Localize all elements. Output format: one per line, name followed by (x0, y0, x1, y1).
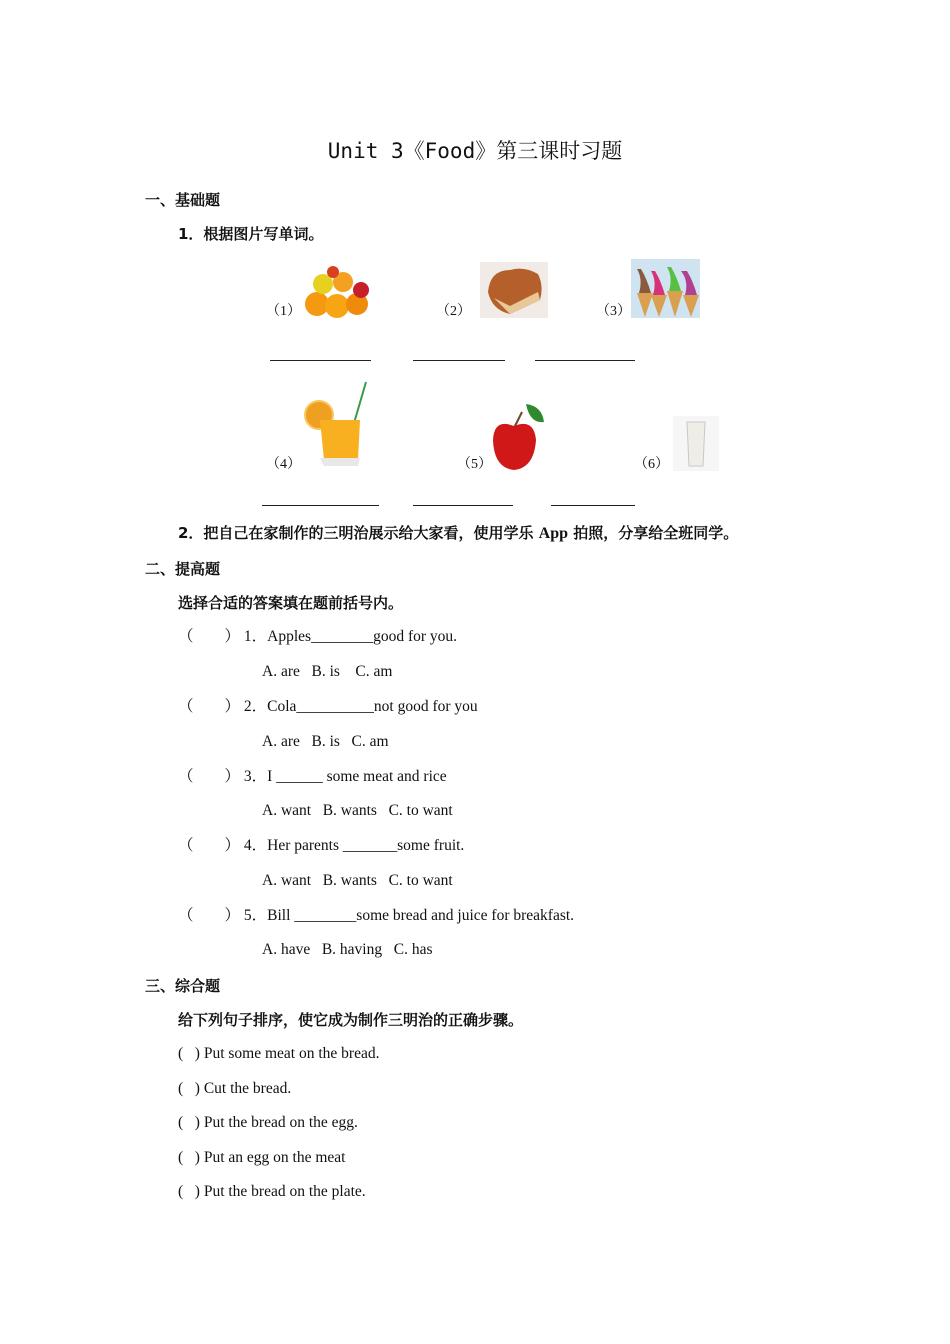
page-title: Unit 3《Food》第三课时习题 (327, 139, 623, 163)
picture-label-4: （4） (266, 457, 301, 472)
answer-paren[interactable]: （ ） (178, 698, 241, 715)
question-text: Bill ________some bread and juice for breakfast. (267, 907, 575, 924)
answer-paren[interactable]: （ ） (178, 768, 241, 785)
fruits-image (303, 264, 373, 319)
step-item: ( ) Put the bread on the egg. (178, 1114, 358, 1131)
step-item: ( ) Put an egg on the meat (178, 1149, 346, 1166)
milk-image (673, 416, 719, 471)
question-4 (178, 836, 464, 856)
question-text: Cola__________not good for you (267, 698, 478, 715)
answer-blank-2[interactable] (413, 360, 505, 361)
ice-cream-image (631, 259, 700, 318)
section-3-heading: 三、综合题 (145, 977, 221, 995)
question-number: 5． (243, 907, 268, 924)
app-name: App (538, 525, 569, 542)
question-number: 2． (243, 698, 268, 715)
question-text: Apples________good for you. (267, 628, 458, 645)
question-2-text-start: 2．把自己在家制作的三明治展示给大家看，使用学乐 (178, 524, 539, 542)
section-3-instruction: 给下列句子排序，使它成为制作三明治的正确步骤。 (178, 1011, 524, 1029)
question-1 (178, 627, 457, 647)
picture-label-5: （5） (457, 457, 492, 472)
question-3 (178, 767, 447, 787)
question-4-options: A. want B. wants C. to want (262, 872, 453, 889)
question-2 (178, 697, 478, 717)
answer-paren[interactable]: （ ） (178, 628, 241, 645)
answer-blank-6[interactable] (551, 505, 635, 506)
question-number: 3． (243, 768, 268, 785)
picture-label-3: （3） (596, 304, 631, 319)
section-2-instruction: 选择合适的答案填在题前括号内。 (178, 594, 404, 612)
step-item: ( ) Put the bread on the plate. (178, 1183, 366, 1200)
answer-paren[interactable]: （ ） (178, 837, 241, 854)
answer-blank-4[interactable] (262, 505, 379, 506)
question-text: I ______ some meat and rice (267, 768, 447, 785)
question-2-options: A. are B. is C. am (262, 733, 389, 750)
picture-label-6: （6） (634, 457, 669, 472)
question-2-text-end: 拍照，分享给全班同学。 (568, 524, 739, 542)
answer-blank-3[interactable] (535, 360, 635, 361)
question-3-options: A. want B. wants C. to want (262, 802, 453, 819)
section-2-heading: 二、提高题 (145, 560, 221, 578)
bread-image (480, 262, 548, 318)
question-2-prompt (178, 523, 738, 544)
question-number: 1． (243, 628, 268, 645)
apple-image (490, 400, 548, 472)
answer-paren[interactable]: （ ） (178, 907, 241, 924)
question-number: 4． (243, 837, 268, 854)
picture-label-1: （1） (266, 304, 301, 319)
section-1-heading: 一、基础题 (145, 191, 221, 209)
step-item: ( ) Cut the bread. (178, 1080, 292, 1097)
answer-blank-1[interactable] (270, 360, 371, 361)
question-text: Her parents _______some fruit. (267, 837, 465, 854)
question-1-prompt: 1．根据图片写单词。 (178, 225, 324, 243)
picture-label-2: （2） (436, 304, 471, 319)
question-5-options: A. have B. having C. has (262, 941, 433, 958)
question-1-options: A. are B. is C. am (262, 663, 393, 680)
question-5 (178, 906, 574, 926)
juice-image (302, 380, 378, 468)
step-item: ( ) Put some meat on the bread. (178, 1045, 380, 1062)
answer-blank-5[interactable] (413, 505, 513, 506)
